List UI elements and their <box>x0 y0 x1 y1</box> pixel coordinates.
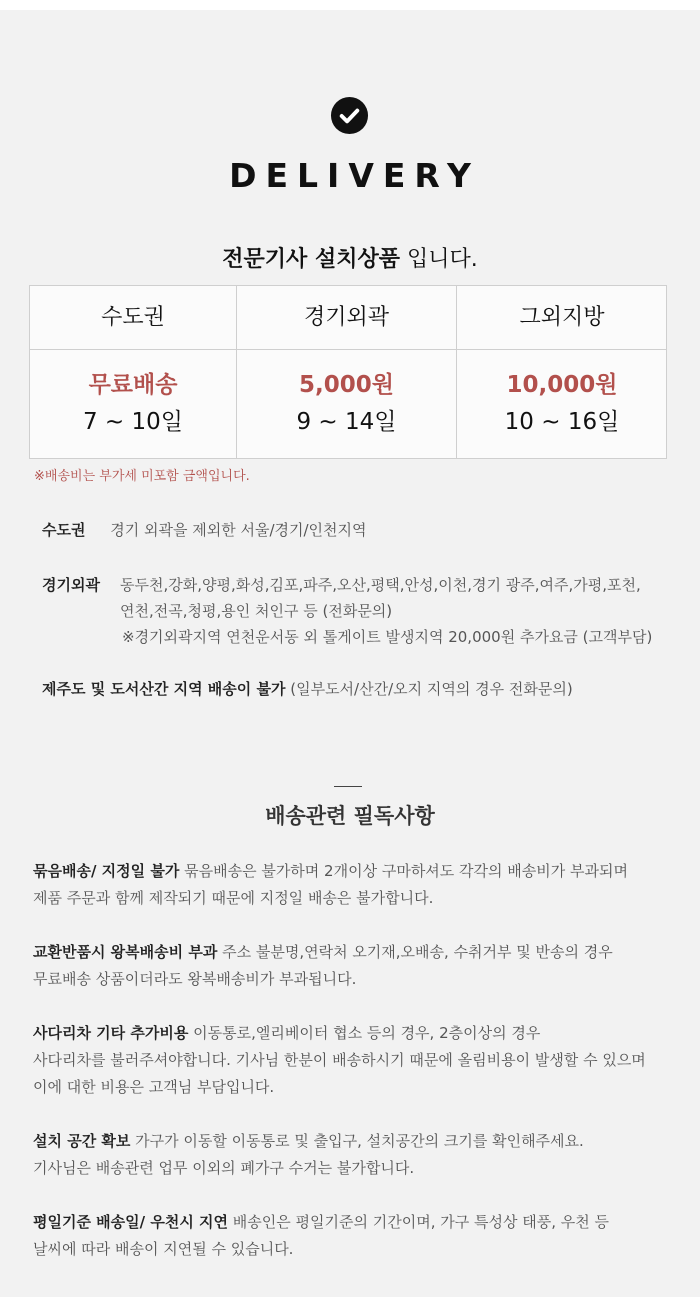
days-capital: 7 ~ 10일 <box>82 409 183 435</box>
price-capital: 무료배송 <box>88 372 178 398</box>
notice-title: 배송관련 필독사항 <box>265 804 435 828</box>
notice-item: 설치 공간 확보 가구가 이동할 이동통로 및 출입구, 설치공간의 크기를 확인해주세요. 기사님은 배송관련 업무 이외의 폐가구 수거는 불가합니다. <box>33 1132 584 1177</box>
table-header-capital: 수도권 <box>30 286 236 350</box>
table-cell-gyeonggi-outer <box>236 350 456 459</box>
section-divider <box>334 786 362 787</box>
shipping-fee-table <box>29 285 667 459</box>
vat-note: ※배송비는 부가세 미포함 금액입니다. <box>34 469 250 484</box>
notice-item-label: 설치 공간 확보 <box>33 1132 131 1150</box>
table-cell-other-regions <box>456 350 667 459</box>
days-other-regions: 10 ~ 16일 <box>504 409 620 435</box>
notice-item-label: 사다리차 기타 추가비용 <box>33 1024 189 1042</box>
check-circle-icon <box>330 96 369 135</box>
region-outer-line1: 동두천,강화,양평,화성,김포,파주,오산,평택,안성,이천,경기 광주,여주,가평,포천, <box>120 576 641 594</box>
notice-item: 사다리차 기타 추가비용 이동통로,엘리베이터 협소 등의 경우, 2층이상의 경우 사다리차를 불러주셔야합니다. 기사님 한분이 배송하시기 때문에 올림비용이 발생할 수 있으며 이에 대한 비용은 고객님 부담입니다. <box>33 1024 646 1096</box>
region-outer-line3: ※경기외곽지역 연천운서동 외 톨게이트 발생지역 20,000원 추가요금 (고객부담) <box>122 628 653 646</box>
region-capital-label: 수도권 <box>42 521 86 539</box>
region-outer-label: 경기외곽 <box>42 576 100 594</box>
notice-item: 교환반품시 왕복배송비 부과 주소 불분명,연락처 오기재,오배송, 수취거부 및 반송의 경우 무료배송 상품이더라도 왕복배송비가 부과됩니다. <box>33 943 613 988</box>
region-island <box>42 676 573 702</box>
region-island-label: 제주도 및 도서산간 지역 배송이 불가 <box>42 680 286 698</box>
notice-item-label: 묶음배송/ 지정일 불가 <box>33 862 180 880</box>
page-title: DELIVERY <box>229 156 480 195</box>
table-header-gyeonggi-outer: 경기외곽 <box>236 286 456 350</box>
table-header-other-regions: 그외지방 <box>456 286 667 350</box>
notice-item: 묶음배송/ 지정일 불가 묶음배송은 불가하며 2개이상 구마하셔도 각각의 배송비가 부과되며 제품 주문과 함께 제작되기 때문에 지정일 배송은 불가합니다. <box>33 862 628 907</box>
subtitle-rest: 입니다. <box>399 247 478 272</box>
price-other-regions: 10,000원 <box>506 372 618 398</box>
region-outer-text <box>120 572 652 650</box>
region-capital-text: 경기 외곽을 제외한 서울/경기/인천지역 <box>110 521 367 539</box>
delivery-info-page <box>0 10 700 1297</box>
price-gyeonggi-outer: 5,000원 <box>299 372 394 398</box>
notice-item-label: 교환반품시 왕복배송비 부과 <box>33 943 218 961</box>
table-cell-capital <box>30 350 236 459</box>
days-gyeonggi-outer: 9 ~ 14일 <box>296 409 397 435</box>
region-outer-line2: 연천,전곡,청평,용인 처인구 등 (전화문의) <box>120 602 393 620</box>
subtitle-bold: 전문기사 설치상품 <box>222 247 400 272</box>
page-subtitle <box>0 242 700 273</box>
region-capital <box>42 517 367 543</box>
notice-item: 평일기준 배송일/ 우천시 지연 배송인은 평일기준의 기간이며, 가구 특성상 태풍, 우천 등 날씨에 따라 배송이 지연될 수 있습니다. <box>33 1213 609 1258</box>
notice-item-label: 평일기준 배송일/ 우천시 지연 <box>33 1213 229 1231</box>
region-island-text: (일부도서/산간/오지 지역의 경우 전화문의) <box>285 680 573 698</box>
